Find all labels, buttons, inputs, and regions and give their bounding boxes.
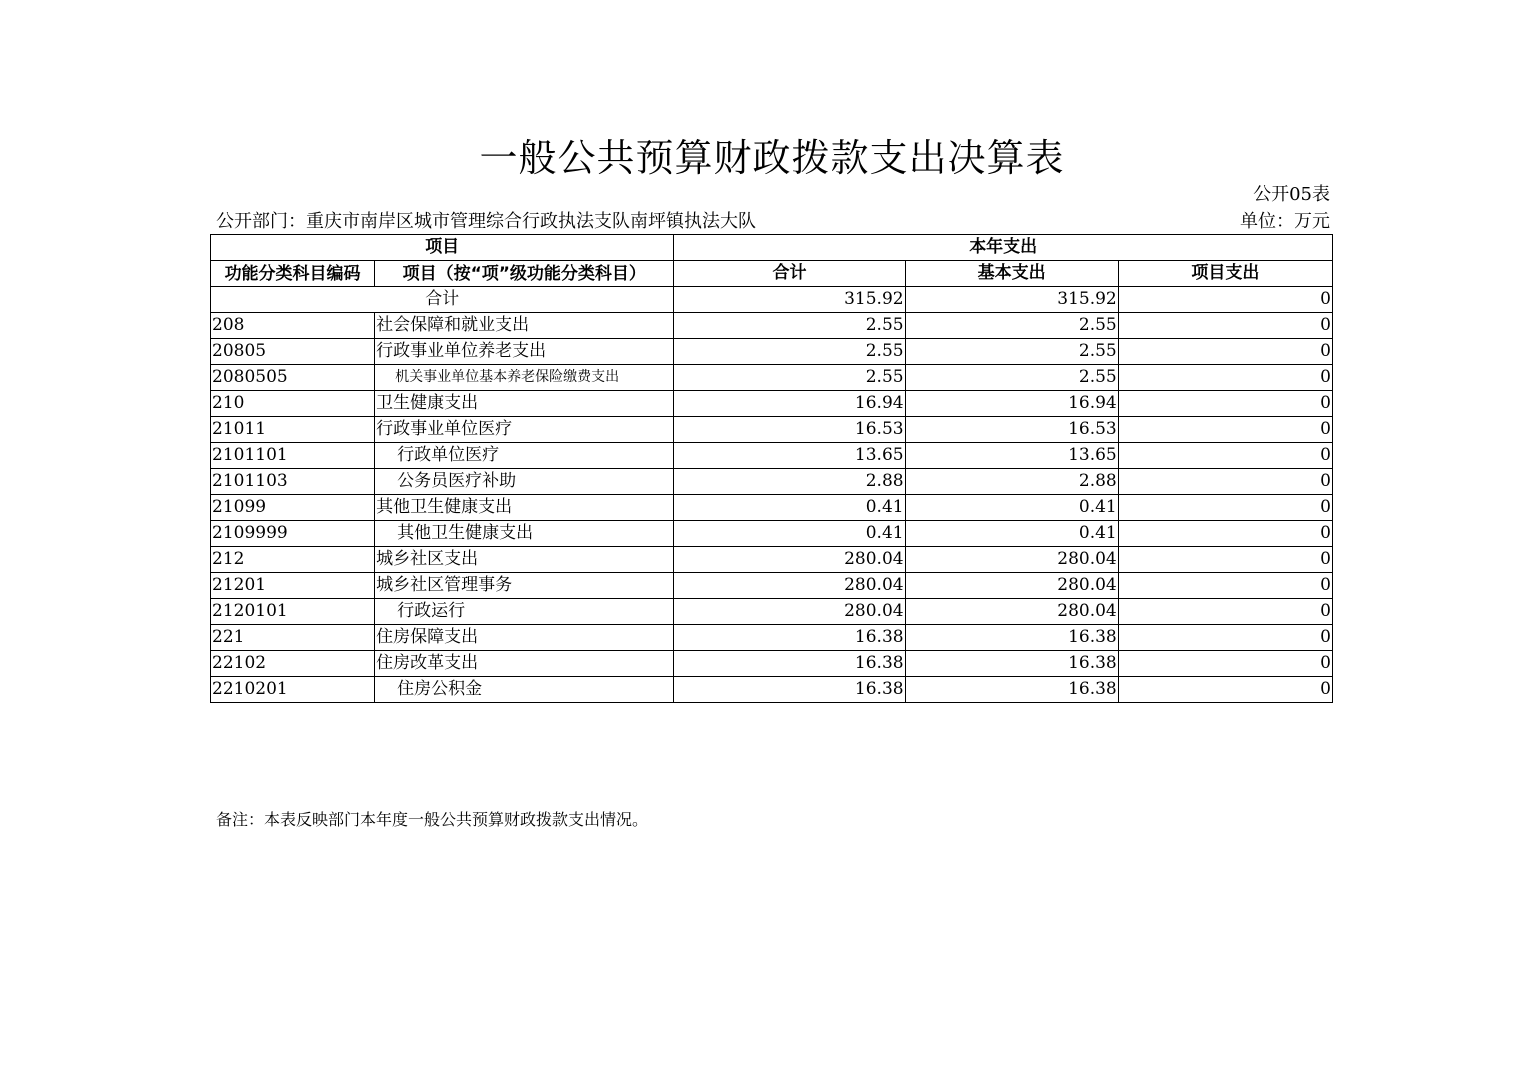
row-project: 0: [1118, 651, 1332, 677]
row-project: 0: [1118, 417, 1332, 443]
row-name: 机关事业单位基本养老保险缴费支出: [375, 365, 674, 391]
row-total: 0.41: [674, 495, 905, 521]
row-project: 0: [1118, 313, 1332, 339]
row-code: 210: [211, 391, 375, 417]
row-name: 卫生健康支出: [375, 391, 674, 417]
row-total: 16.38: [674, 651, 905, 677]
total-amount: 315.92: [674, 287, 905, 313]
header-current-year: 本年支出: [674, 235, 1333, 261]
table-row: [211, 547, 1333, 573]
row-project: 0: [1118, 469, 1332, 495]
header-row-2: [211, 261, 1333, 287]
row-code: 2210201: [211, 677, 375, 703]
row-total: 13.65: [674, 443, 905, 469]
table-row: [211, 599, 1333, 625]
row-basic: 16.38: [905, 651, 1118, 677]
row-total: 280.04: [674, 573, 905, 599]
row-basic: 280.04: [905, 599, 1118, 625]
table-row: [211, 443, 1333, 469]
row-project: 0: [1118, 573, 1332, 599]
row-name: 其他卫生健康支出: [375, 521, 674, 547]
row-name: 住房保障支出: [375, 625, 674, 651]
unit-label: 单位：万元: [1240, 211, 1330, 232]
row-code: 221: [211, 625, 375, 651]
row-code: 20805: [211, 339, 375, 365]
row-total: 2.55: [674, 365, 905, 391]
row-project: 0: [1118, 625, 1332, 651]
table-row: [211, 391, 1333, 417]
row-basic: 16.94: [905, 391, 1118, 417]
total-basic: 315.92: [905, 287, 1118, 313]
row-project: 0: [1118, 495, 1332, 521]
row-basic: 16.38: [905, 677, 1118, 703]
row-project: 0: [1118, 443, 1332, 469]
row-name: 住房公积金: [375, 677, 674, 703]
total-row: [211, 287, 1333, 313]
row-code: 2101101: [211, 443, 375, 469]
header-row-1: [211, 235, 1333, 261]
row-code: 208: [211, 313, 375, 339]
table-row: [211, 417, 1333, 443]
row-name: 行政单位医疗: [375, 443, 674, 469]
row-name: 城乡社区管理事务: [375, 573, 674, 599]
row-total: 280.04: [674, 599, 905, 625]
row-code: 21011: [211, 417, 375, 443]
row-total: 16.38: [674, 677, 905, 703]
row-name: 行政事业单位医疗: [375, 417, 674, 443]
row-code: 2120101: [211, 599, 375, 625]
row-total: 16.38: [674, 625, 905, 651]
row-name: 行政运行: [375, 599, 674, 625]
row-project: 0: [1118, 339, 1332, 365]
row-basic: 2.55: [905, 365, 1118, 391]
row-project: 0: [1118, 391, 1332, 417]
row-basic: 16.38: [905, 625, 1118, 651]
row-basic: 0.41: [905, 495, 1118, 521]
table-code: 公开05表: [1253, 184, 1330, 205]
row-basic: 280.04: [905, 547, 1118, 573]
table-row: [211, 677, 1333, 703]
header-total: 合计: [674, 261, 905, 287]
row-code: 212: [211, 547, 375, 573]
row-total: 16.53: [674, 417, 905, 443]
header-project: 项目: [211, 235, 674, 261]
row-basic: 13.65: [905, 443, 1118, 469]
row-name: 住房改革支出: [375, 651, 674, 677]
header-project-expense: 项目支出: [1118, 261, 1332, 287]
table-row: [211, 495, 1333, 521]
total-project: 0: [1118, 287, 1332, 313]
header-name: 项目（按“项”级功能分类科目）: [375, 261, 674, 287]
row-code: 22102: [211, 651, 375, 677]
table-row: [211, 469, 1333, 495]
row-name: 城乡社区支出: [375, 547, 674, 573]
row-total: 2.55: [674, 339, 905, 365]
table-row: [211, 365, 1333, 391]
footnote: 备注：本表反映部门本年度一般公共预算财政拨款支出情况。: [216, 810, 649, 829]
row-total: 280.04: [674, 547, 905, 573]
page-title: 一般公共预算财政拨款支出决算表: [479, 136, 1065, 180]
total-label: 合计: [211, 287, 674, 313]
table-row: [211, 313, 1333, 339]
row-name: 其他卫生健康支出: [375, 495, 674, 521]
row-name: 社会保障和就业支出: [375, 313, 674, 339]
row-code: 2101103: [211, 469, 375, 495]
table-row: [211, 521, 1333, 547]
row-basic: 2.55: [905, 313, 1118, 339]
row-basic: 2.88: [905, 469, 1118, 495]
department-label: 公开部门：重庆市南岸区城市管理综合行政执法支队南坪镇执法大队: [216, 211, 756, 232]
row-basic: 0.41: [905, 521, 1118, 547]
row-code: 21201: [211, 573, 375, 599]
row-total: 2.55: [674, 313, 905, 339]
row-code: 2109999: [211, 521, 375, 547]
table-row: [211, 625, 1333, 651]
row-total: 0.41: [674, 521, 905, 547]
row-project: 0: [1118, 365, 1332, 391]
row-project: 0: [1118, 547, 1332, 573]
row-name: 公务员医疗补助: [375, 469, 674, 495]
row-project: 0: [1118, 599, 1332, 625]
table-row: [211, 339, 1333, 365]
row-basic: 2.55: [905, 339, 1118, 365]
row-code: 21099: [211, 495, 375, 521]
row-basic: 16.53: [905, 417, 1118, 443]
header-code: 功能分类科目编码: [211, 261, 375, 287]
row-total: 16.94: [674, 391, 905, 417]
row-name: 行政事业单位养老支出: [375, 339, 674, 365]
row-project: 0: [1118, 521, 1332, 547]
row-basic: 280.04: [905, 573, 1118, 599]
table-row: [211, 651, 1333, 677]
row-code: 2080505: [211, 365, 375, 391]
row-total: 2.88: [674, 469, 905, 495]
expenditure-table: [210, 234, 1333, 703]
row-project: 0: [1118, 677, 1332, 703]
header-basic: 基本支出: [905, 261, 1118, 287]
table-row: [211, 573, 1333, 599]
